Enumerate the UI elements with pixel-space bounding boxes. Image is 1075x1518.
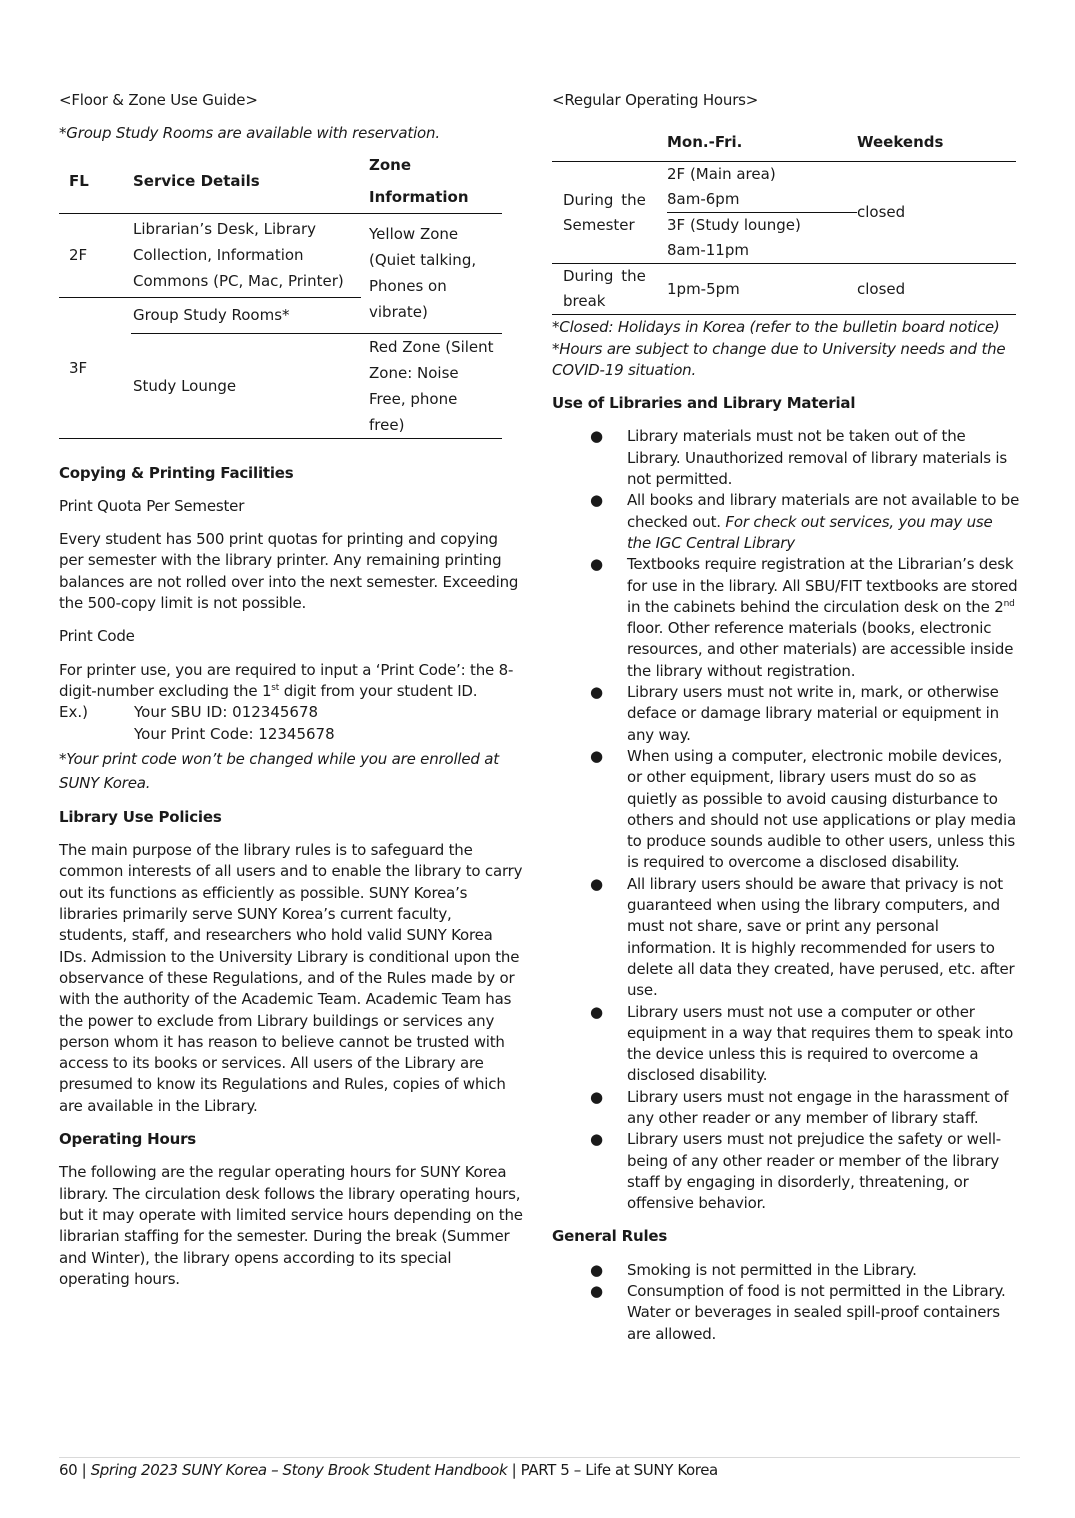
list-item: ● Consumption of food is not permitted in the Library. Water or beverages in sealed spill-proof containers are allowed.: [590, 1282, 1006, 1343]
bullet-icon: ●: [590, 746, 603, 765]
hours-caption: <Regular Operating Hours>: [552, 91, 759, 109]
floor-2f: 2F: [59, 213, 131, 297]
bullet-icon: ●: [590, 1130, 603, 1149]
bullet-icon: ●: [590, 1282, 603, 1301]
example-label: Ex.): [59, 703, 88, 722]
part-title: PART 5 – Life at SUNY Korea: [520, 1461, 718, 1479]
list-item: ● All library users should be aware that privacy is not guaranteed when using the library computers, and must not share, save or print any personal information. It is highly recommended for users to delete all data they created, have perused, etc. after use.: [590, 874, 1015, 1000]
policies-heading: Library Use Policies: [59, 807, 222, 826]
red-zone-info: Red Zone (Silent Zone: Noise Free, phone free): [361, 333, 502, 438]
lounge-time: 8am-11pm: [667, 241, 749, 260]
zone-guide-note: *Group Study Rooms are available with reservation.: [59, 124, 440, 143]
table-row: [552, 162, 1016, 213]
header-service-details: Service Details: [131, 149, 361, 214]
list-item: ● All books and library materials are not available to be checked out. For check out services, you may use the IGC Central Library: [590, 491, 1020, 552]
hours-table: [552, 123, 1016, 315]
handbook-title: Spring 2023 SUNY Korea – Stony Brook Student Handbook: [90, 1461, 508, 1479]
list-item: ● Library users must not write in, mark, or otherwise deface or damage library material or equipment in any way.: [590, 683, 999, 744]
copying-heading: Copying & Printing Facilities: [59, 463, 294, 482]
operating-hours-text: The following are the regular operating hours for SUNY Korea library. The circulation desk follows the library operating hours, but it may operate with limited service hours depending on the librarian staffing for the semester. During the break (Summer and Winter), the library opens according to its special operating hours.: [59, 1163, 523, 1288]
print-code-text: For printer use, you are required to input a ‘Print Code’: the 8-digit-number excluding the 1st digit from your student ID.: [59, 660, 514, 700]
hours-header-row: [552, 123, 1016, 162]
bullet-icon: ●: [590, 1087, 603, 1106]
page-footer: 60 | Spring 2023 SUNY Korea – Stony Brook Student Handbook | PART 5 – Life at SUNY Korea: [59, 1461, 718, 1479]
semester-label: During the Semester: [552, 162, 667, 264]
header-zone-line1: Zone: [369, 155, 412, 174]
bullet-icon: ●: [590, 1260, 603, 1279]
bullet-icon: ●: [590, 874, 603, 893]
break-weekend: closed: [857, 264, 1016, 315]
main-area-hours: [667, 162, 857, 213]
list-item: ● Library users must not prejudice the safety or well-being of any other reader or member of the library staff by engaging in disorderly, threatening, or offensive behavior.: [590, 1130, 1002, 1213]
bullet-icon: ●: [590, 427, 603, 446]
zone-guide-caption: <Floor & Zone Use Guide>: [59, 91, 258, 109]
semester-weekend: closed: [857, 162, 1016, 264]
print-code-example: [59, 702, 524, 723]
header-fl: FL: [59, 149, 131, 214]
right-column: [552, 90, 1020, 1357]
list-item: ● Library users must not use a computer or other equipment in a way that requires them to speak into the device unless this is required to overcome a disclosed disability.: [590, 1002, 1014, 1085]
service-group-study: Group Study Rooms*: [131, 297, 361, 333]
use-list: [552, 426, 1020, 1214]
break-label: During the break: [552, 264, 667, 315]
main-area-label: 2F (Main area): [667, 165, 776, 184]
zone-table-header-row: [59, 149, 502, 181]
use-heading: Use of Libraries and Library Material: [552, 394, 856, 413]
print-code-title: Print Code: [59, 627, 135, 646]
list-item: ● Library materials must not be taken out of the Library. Unauthorized removal of library materials is not permitted.: [590, 427, 1008, 489]
table-row: [59, 213, 502, 297]
bullet-icon: ●: [590, 1002, 603, 1021]
header-weekday: Mon.-Fri.: [667, 123, 857, 162]
print-code-note: *Your print code won’t be changed while you are enrolled at SUNY Korea.: [59, 749, 499, 792]
floor-3f: 3F: [59, 297, 131, 438]
list-item: ● Library users must not engage in the harassment of any other reader or any member of library staff.: [590, 1087, 1009, 1127]
header-weekend: Weekends: [857, 123, 1016, 162]
general-rules-heading: General Rules: [552, 1227, 668, 1246]
quota-text: Every student has 500 print quotas for printing and copying per semester with the library printer. Any remaining printing balances are not rolled over into the next semester. Exceeding the 500-copy limit is not possible.: [59, 530, 519, 613]
bullet-icon: ●: [590, 555, 603, 574]
zone-table: [59, 149, 502, 439]
left-column: [59, 90, 524, 1302]
page-number: 60: [59, 1461, 78, 1479]
quota-title: Print Quota Per Semester: [59, 496, 245, 515]
hours-note-holidays: *Closed: Holidays in Korea (refer to the bulletin board notice): [552, 318, 1000, 337]
service-study-lounge: Study Lounge: [131, 333, 361, 438]
footer-divider: [59, 1457, 1020, 1458]
example-sbu-id: Your SBU ID: 012345678: [134, 703, 319, 722]
policies-text: The main purpose of the library rules is to safeguard the common interests of all users and to enable the library to carry out its functions as efficiently as possible. SUNY Korea’s libraries primarily serve SUNY Korea’s current faculty, students, staff, and researchers who hold valid SUNY Korea IDs. Admission to the University Library is conditional upon the observance of these Regulations, and of the Rules made by or with the authority of the Academic Team. Academic Team has the power to exclude from Library buildings or services any person whom it has reason to believe cannot be trusted with access to its books or services. All users of the Library are presumed to know its Regulations and Rules, copies of which are available in the Library.: [59, 841, 523, 1115]
example-print-code: Your Print Code: 12345678: [134, 724, 335, 743]
lounge-hours: [667, 213, 857, 264]
main-area-time: 8am-6pm: [667, 190, 740, 209]
header-zone-line2: Information: [361, 181, 502, 214]
print-code-example-line2: [59, 724, 524, 745]
list-item: ● Smoking is not permitted in the Library.: [552, 1260, 1020, 1281]
bullet-icon: ●: [590, 491, 603, 510]
break-weekday: 1pm-5pm: [667, 264, 857, 315]
list-item: ● When using a computer, electronic mobile devices, or other equipment, library users must do so as quietly as possible to avoid causing disturbance to others and should not use applications or play media to produce sounds audible to other users, unless this is required to overcome a disclosed disability.: [590, 746, 1016, 872]
yellow-zone-info: Yellow Zone (Quiet talking, Phones on vibrate): [361, 213, 502, 333]
general-rules-list: [552, 1260, 1020, 1345]
list-item: ● Textbooks require registration at the Librarian’s desk for use in the library. All SBU/FIT textbooks are stored in the cabinets behind the circulation desk on the 2nd floor. Other reference materials (books, electronic resources, and other materials) are accessible inside the library without registration.: [590, 555, 1018, 680]
operating-hours-heading: Operating Hours: [59, 1130, 196, 1149]
table-row: [552, 264, 1016, 315]
bullet-icon: ●: [590, 683, 603, 702]
hours-note-change: *Hours are subject to change due to University needs and the COVID-19 situation.: [552, 339, 1006, 379]
service-2f: Librarian’s Desk, Library Collection, Information Commons (PC, Mac, Printer): [131, 213, 361, 297]
lounge-label: 3F (Study lounge): [667, 216, 801, 235]
